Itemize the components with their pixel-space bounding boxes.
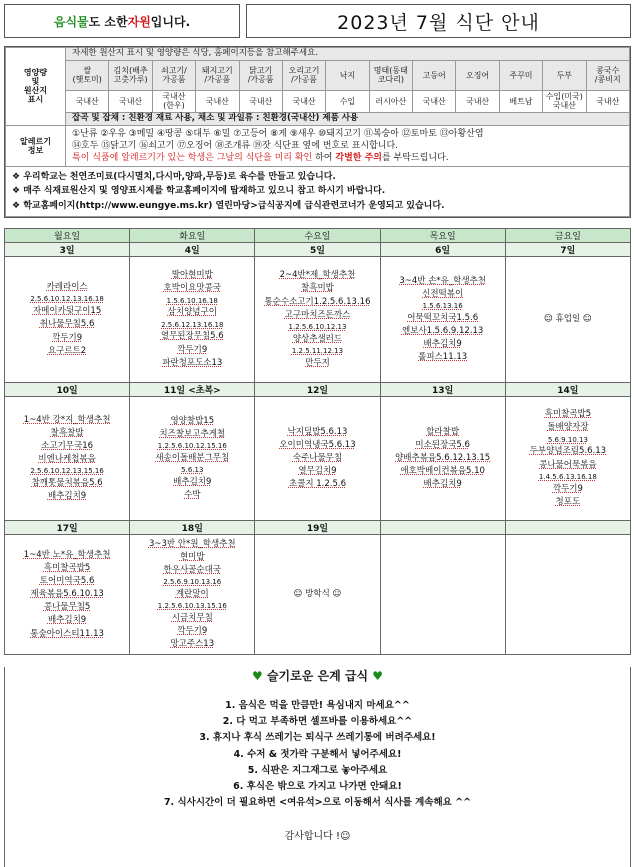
origin-note-top: 자세한 원산지 표시 및 영양량은 식당, 홈페이지등을 참고해주세요. xyxy=(66,48,630,61)
footer xyxy=(4,667,631,867)
date-cell xyxy=(505,521,630,535)
menu-cell xyxy=(5,257,130,383)
menu-item: 청포도 xyxy=(555,496,581,507)
origin-note-bottom: 잡곡 및 잡채 : 친환경 재료 사용, 채소 및 과일류 : 친환경(국내산) 제품 사용 xyxy=(66,112,630,125)
menu-item: 1.5.6.10.16.18 xyxy=(166,296,218,305)
origin-value: 국내산 xyxy=(239,90,282,112)
menu-item: 초콜지 1.2.5.6 xyxy=(288,479,346,490)
menu-item: 찰흑미밥 xyxy=(301,283,334,294)
warn-part: 각별한 주의 xyxy=(335,152,382,163)
menu-cell xyxy=(380,257,505,383)
menu-item: 2.5.6.12.13.16.18 xyxy=(161,320,224,329)
menu-item: 고구마치즈돈까스 xyxy=(284,309,351,320)
slogan-part: 도 소한 xyxy=(88,14,128,29)
menu-item: ☺ 휴업일 ☺ xyxy=(543,314,592,325)
date-cell: 4일 xyxy=(130,243,255,257)
date-cell: 12일 xyxy=(255,383,380,397)
date-cell: 17일 xyxy=(5,521,130,535)
menu-cell xyxy=(505,535,630,655)
origin-value: 국내산 xyxy=(109,90,152,112)
menu-item: 새송이돌배분그무침 xyxy=(155,453,230,464)
origin-value: 러시아산 xyxy=(369,90,412,112)
date-cell: 19일 xyxy=(255,521,380,535)
menu-item: 시금치무침 xyxy=(171,613,213,624)
menu-cell xyxy=(130,257,255,383)
menu-item: 돌배양자장 xyxy=(547,422,589,433)
menu-item: 깍두기9 xyxy=(52,332,83,343)
menu-item: 요구르트2 xyxy=(47,345,87,356)
menu-item: 찰흑찰밥 xyxy=(50,427,84,438)
label-line: 원산지 xyxy=(23,86,48,96)
menu-item: 비엔나케첩볶음 xyxy=(38,454,96,465)
date-cell: 18일 xyxy=(130,521,255,535)
weekday-header xyxy=(5,229,631,243)
info-box xyxy=(4,46,631,218)
slogan-part: 음식물 xyxy=(53,14,89,29)
menu-item: 배추김치9 xyxy=(423,479,462,490)
notice-line: ❖ 매주 식재료원산지 및 영양표시제를 학교홈페이지에 탑재하고 있으니 참고 하시기 바랍니다. xyxy=(12,186,386,197)
food-item: 낙지 xyxy=(326,60,369,90)
menu-row xyxy=(5,535,631,655)
origin-value: 베트남 xyxy=(499,90,542,112)
date-cell: 14일 xyxy=(505,383,630,397)
date-cell: 10일 xyxy=(5,383,130,397)
food-item: 오리고기 /가공품 xyxy=(282,60,325,90)
food-item: 닭고기 /가공품 xyxy=(239,60,282,90)
menu-item: 3~4반 손*유_학생추천 xyxy=(399,275,486,286)
menu-item: 콩나물어묵볶음 xyxy=(539,459,597,470)
menu-item: 흑미찰곡밥5 xyxy=(544,409,592,420)
menu-item: 1.5.6.13.16 xyxy=(422,302,463,311)
menu-row xyxy=(5,397,631,521)
slogan xyxy=(4,4,240,38)
menu-item: 카레라이스 xyxy=(46,282,88,293)
menu-cell xyxy=(505,257,630,383)
allergy-info xyxy=(66,125,630,166)
date-row xyxy=(5,521,631,535)
menu-item: 1.2.5.6.10.12.13 xyxy=(288,322,347,331)
origin-row xyxy=(6,90,630,112)
food-item: 콩국수 /콩비지 xyxy=(586,60,630,90)
notice-box xyxy=(6,166,630,216)
rule-item: 6. 후식은 밖으로 가지고 나가면 안돼요! xyxy=(233,780,402,792)
menu-item: 애호박베이컨볶음5.10 xyxy=(400,466,485,477)
menu-item: 수박 xyxy=(184,490,201,501)
menu-item: 소고기무국16 xyxy=(41,441,94,452)
menu-item: 제육볶음5.6.10.13 xyxy=(30,589,104,600)
calendar-body xyxy=(5,243,631,655)
footer-heading xyxy=(5,667,630,684)
menu-item: 발아현미밥 xyxy=(171,270,213,281)
origin-table xyxy=(5,47,630,217)
menu-item: 어묵떡꼬치국1.5.6 xyxy=(407,312,479,323)
thanks-text: 감사합니다 !☺ xyxy=(284,831,351,843)
menu-cell xyxy=(255,535,380,655)
food-item: 명태(동태 코다리) xyxy=(369,60,412,90)
menu-item: 계란말이 xyxy=(175,589,209,600)
origin-value: 수입 xyxy=(326,90,369,112)
menu-item: 5.6.9.10.13 xyxy=(547,435,588,444)
menu-item: 숙주나물무침 xyxy=(292,453,343,464)
date-cell: 6일 xyxy=(380,243,505,257)
notice-line[interactable]: ❖ 학교홈페이지(http://www.eungye.ms.kr) 열린마당>급식공지에 급식관련코너가 운영되고 있습니다. xyxy=(12,200,445,211)
slogan-part: 입니다. xyxy=(150,14,191,29)
weekday-monday: 월요일 xyxy=(5,229,130,243)
rule-item: 3. 휴지나 후식 쓰레기는 퇴식구 쓰레기통에 버려주세요! xyxy=(199,732,436,744)
menu-item: 2~4반*제_학생추천 xyxy=(279,270,356,281)
menu-item: 영양찰밥15 xyxy=(170,415,215,426)
menu-item: 통숲아이스티11.13 xyxy=(30,628,104,639)
menu-cell xyxy=(380,535,505,655)
menu-item: 취나물무침5.6 xyxy=(39,319,95,330)
menu-cell xyxy=(5,535,130,655)
origin-value: 국내산 xyxy=(196,90,239,112)
menu-item: 배추김치9 xyxy=(47,615,87,626)
origin-value: 국내산 xyxy=(456,90,499,112)
menu-item: 3~3반 안*원_학생추천 xyxy=(148,538,236,549)
menu-item: 호박이요맛콩국 xyxy=(163,283,222,294)
food-row xyxy=(6,60,630,90)
menu-row xyxy=(5,257,631,383)
weekday-thursday: 목요일 xyxy=(380,229,505,243)
weekday-wednesday: 수요일 xyxy=(255,229,380,243)
menu-item: 엔보사1.5.6.9.12.13 xyxy=(401,326,484,337)
menu-item: 신전떡볶이 xyxy=(422,288,464,299)
menu-item: 통순수소고기1.2.5.6.13.16 xyxy=(264,296,371,307)
menu-item: 1~4반 강*지_학생추천 xyxy=(23,414,111,425)
weekday-tuesday: 화요일 xyxy=(130,229,255,243)
heart-icon: ♥ xyxy=(252,669,263,684)
menu-item: 배추김치9 xyxy=(47,491,87,502)
menu-item: 2.5.6.9.10.13.16 xyxy=(163,578,222,587)
header xyxy=(4,4,631,38)
warn-part: 은 그날의 식단을 미리 확인 xyxy=(205,152,313,163)
date-cell: 13일 xyxy=(380,383,505,397)
food-item: 두부 xyxy=(543,60,586,90)
date-cell: 3일 xyxy=(5,243,130,257)
menu-calendar xyxy=(4,228,631,655)
menu-item: 치즈찰보고추게철 xyxy=(159,429,226,440)
rule-item: 1. 음식은 먹을 만큼만! 욕심내지 마세요^^ xyxy=(225,700,410,712)
origin-value: 국내산 xyxy=(586,90,630,112)
menu-item: 1.2.5.6.10.12.15.16 xyxy=(157,442,227,451)
rule-list xyxy=(5,698,630,811)
menu-item: 흑미찰곡밥5 xyxy=(43,562,91,573)
food-item: 쌀 (햇토미) xyxy=(66,60,109,90)
menu-item: 참깨톳물치볶음5.6 xyxy=(31,478,103,489)
menu-item: 2.5.6.10.12.13.16.18 xyxy=(30,295,104,304)
menu-item: 현미밥 xyxy=(179,551,205,562)
menu-item: 삼치양념구이 xyxy=(167,307,217,318)
date-cell: 7일 xyxy=(505,243,630,257)
warn-part: 하여 xyxy=(312,152,336,163)
menu-item: 열무된장무침5.6 xyxy=(160,331,224,342)
origin-label xyxy=(6,48,66,126)
allergy-warning xyxy=(72,152,623,164)
menu-item: 배추김치9 xyxy=(423,339,462,350)
menu-cell xyxy=(5,397,130,521)
menu-item: 양상추샐러드 xyxy=(292,333,343,344)
label-line: 및 xyxy=(31,77,40,87)
origin-value: 국내산 (한우) xyxy=(152,90,195,112)
origin-value: 국내산 xyxy=(282,90,325,112)
menu-item: 미소된장국5.6 xyxy=(415,439,470,450)
allergy-label xyxy=(6,125,66,166)
menu-item: 깍두기9 xyxy=(177,626,208,637)
weekday-friday: 금요일 xyxy=(505,229,630,243)
menu-item: 낙지덮밥5.6.13 xyxy=(287,426,348,437)
heart-icon: ♥ xyxy=(372,669,383,684)
notice-line: ❖ 우리학교는 천연조미료(다시멸치,다시마,양파,무등)로 육수를 만들고 있습니다. xyxy=(12,171,336,182)
menu-item: ☺ 방학식 ☺ xyxy=(293,589,342,600)
label-line: 표시 xyxy=(27,95,44,105)
food-item: 고등어 xyxy=(413,60,456,90)
menu-item: 토어미역국5.6 xyxy=(39,575,95,586)
origin-value: 국내산 xyxy=(66,90,109,112)
menu-cell xyxy=(255,397,380,521)
warn-part: 를 부탁드립니다. xyxy=(381,152,449,163)
date-cell: 11일 <초복> xyxy=(130,383,255,397)
allergy-line: ①난류 ②우유 ③메밀 ④땅콩 ⑤대두 ⑥밀 ⑦고등어 ⑧게 ⑨새우 ⑩돼지고기 ⑪복숭아 ⑫토마토 ⑬아황산염 xyxy=(72,128,484,139)
menu-item: 깍두기9 xyxy=(552,483,583,494)
menu-page xyxy=(4,4,631,863)
menu-item: 할라찰밥 xyxy=(426,426,460,437)
origin-value: 수입(미국) 국내산 xyxy=(543,90,586,112)
date-cell xyxy=(380,521,505,535)
food-item: 오징어 xyxy=(456,60,499,90)
date-row xyxy=(5,383,631,397)
food-item: 김치(배추 고춧가루) xyxy=(109,60,152,90)
origin-value: 국내산 xyxy=(413,90,456,112)
menu-item: 콩나물무침5 xyxy=(43,602,91,613)
menu-cell xyxy=(255,257,380,383)
menu-item: 열무김치9 xyxy=(298,466,337,477)
menu-item: 양배추볶음5.6.12.13.15 xyxy=(395,453,491,464)
rule-item: 7. 식사시간이 더 필요하면 <여유석>으로 이동해서 식사를 계속해요 ^^ xyxy=(163,796,472,808)
date-cell: 5일 xyxy=(255,243,380,257)
menu-item: 배추김치9 xyxy=(173,477,212,488)
label-line: 알레르기 xyxy=(20,136,51,146)
menu-item: 롤피스11.13 xyxy=(418,352,468,363)
menu-item: 깍두기9 xyxy=(177,344,208,355)
menu-item: 1.4.5.6.13.16.18 xyxy=(538,472,597,481)
menu-item: 1~4반 노*유_학생추천 xyxy=(23,549,111,560)
menu-item: 오이미역냉국5.6.13 xyxy=(279,439,356,450)
menu-item: 2.5.6.10.12.13.15.16 xyxy=(30,467,104,476)
menu-cell xyxy=(505,397,630,521)
rule-item: 4. 수저 & 젓가락 구분해서 넣어주세요! xyxy=(233,748,402,760)
menu-cell xyxy=(130,535,255,655)
rule-item: 5. 식판은 지그재그로 놓아주세요 xyxy=(247,764,388,776)
warn-part: 특이 식품에 알레르기가 있는 학생 xyxy=(72,152,206,163)
menu-item: 파란청포도소13 xyxy=(162,357,223,368)
menu-item: 만두지 xyxy=(305,357,330,368)
allergy-line: ⑭호두 ⑮닭고기 ⑯쇠고기 ⑰오징어 ⑱조개류 ⑲잣 식단표 옆에 번호로 표시합니다. xyxy=(72,140,399,151)
page-title: 2023년 7월 식단 안내 xyxy=(246,4,631,38)
menu-item: 두부양념조림5.6.13 xyxy=(529,446,607,457)
menu-cell xyxy=(380,397,505,521)
menu-item: 5.6.13 xyxy=(181,466,204,475)
rule-item: 2. 다 먹고 부족하면 셀프바를 이용하세요^^ xyxy=(222,716,413,728)
food-item: 주꾸미 xyxy=(499,60,542,90)
footer-heading-text: 슬기로운 은계 급식 xyxy=(266,669,369,684)
menu-item: 자메이카뒷구이15 xyxy=(32,306,102,317)
date-row xyxy=(5,243,631,257)
menu-item: 1.2.5.11.12.13 xyxy=(291,346,344,355)
menu-item: 한우사골순대국 xyxy=(163,565,222,576)
food-item: 돼지고기 /가공품 xyxy=(196,60,239,90)
label-line: 정보 xyxy=(27,145,44,155)
menu-item: 1.2.5.6.10.13.15.16 xyxy=(157,602,227,611)
label-line: 영양량 xyxy=(23,67,48,77)
menu-cell xyxy=(130,397,255,521)
menu-item: 망고주스13 xyxy=(170,639,215,650)
slogan-part: 자원 xyxy=(127,14,151,29)
food-item: 쇠고기/ 가공품 xyxy=(152,60,195,90)
